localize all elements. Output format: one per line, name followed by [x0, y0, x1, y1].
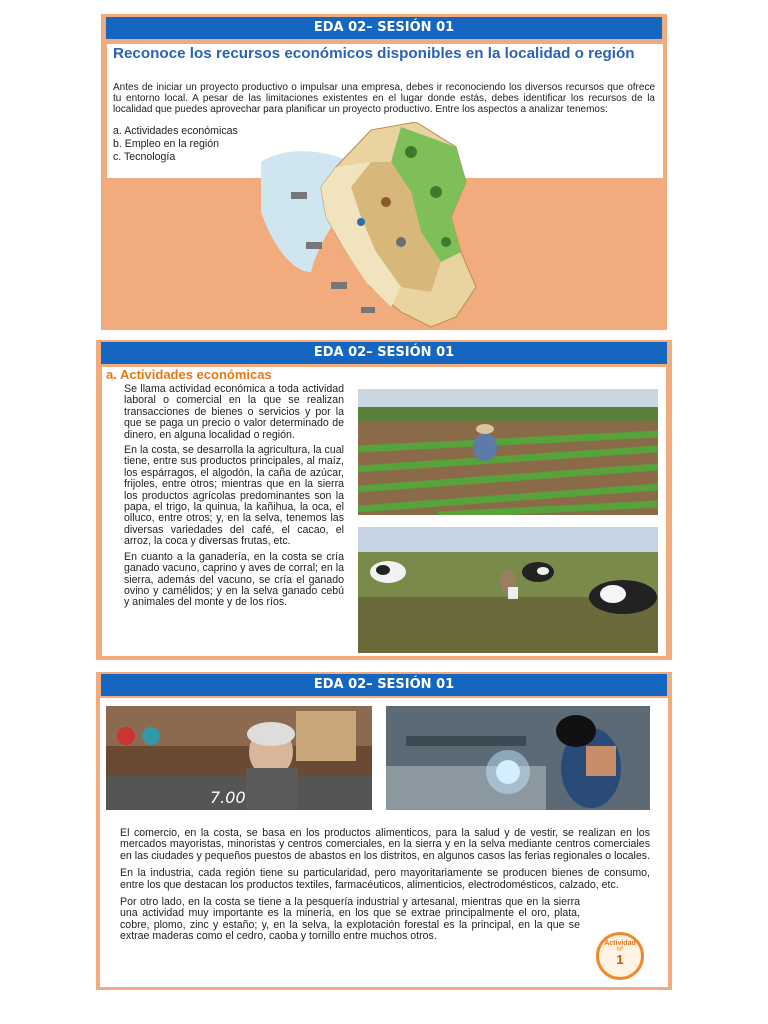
slide-3-header: EDA 02– SESIÓN 01: [101, 674, 667, 696]
activity-badge-number: 1: [616, 952, 624, 967]
slide-2-panel: [102, 367, 666, 656]
welder-photo: [386, 706, 650, 810]
paragraph: El comercio, en la costa, se basa en los productos alimenticos, para la salud y de vestir, se realizan en los mercados mayoristas, minoristas y centros comerciales, en la sierra y en la selva mediante centros comerciales en las ciudades y pequeños puestos de abastos en los distritos, en algunos casos las ferias regionales o locales.: [120, 827, 651, 862]
shopkeeper-photo: [106, 706, 372, 810]
paragraph: En cuanto a la ganadería, en la costa se cría ganado vacuno, caprino y aves de corral; en la sierra, además del vacuno, se cría el ganado ovino y camélidos; y en la selva ganado cebú y animales del monte y de los ríos.: [124, 550, 344, 609]
list-item: b. Empleo en la región: [113, 138, 220, 150]
slide-2-text: [124, 384, 344, 609]
shop-sign-label: 7.00: [210, 788, 246, 807]
paragraph: En la industria, cada región tiene su particularidad, pero mayoritariamente se producen bienes de consumo, entre los que destacan los productos textiles, farmacéuticos, alimenticios, electrodomésticos, calzado, etc.: [120, 867, 650, 891]
slide-3-text: [120, 828, 650, 943]
slide-2: [96, 340, 672, 660]
slide-1-title: Reconoce los recursos económicos disponibles en la localidad o región: [113, 45, 635, 62]
paragraph: En la costa, se desarrolla la agricultura, la cual tiene, entre sus productos principales, al maíz, los espárragos, el algodón, la caña de azúcar, frijoles, entre otros; mientras que en la sierra los productos agrícolas predominantes son la papa, el trigo, la quinua, la kañihua, la oca, el olluco, entre otros; y, en la selva, tenemos las diversas variedades del café, el cacao, el arroz, la coca y diversas frutas, etc.: [124, 444, 344, 548]
section-title: a. Actividades económicas: [106, 367, 272, 382]
list-item: c. Tecnología: [113, 151, 176, 163]
cows-pasture-photo: [358, 527, 658, 653]
peru-resources-map-icon: [251, 122, 491, 328]
slide-3-panel: [100, 698, 668, 987]
list-item: a. Actividades económicas: [113, 125, 238, 137]
paragraph: Se llama actividad económica a toda actividad laboral o comercial en la que se realizan transacciones de bienes o servicios y por la que se paga un precio o valor determinado de dinero, en alguna localidad o región.: [124, 383, 344, 441]
slide-1-intro: Antes de iniciar un proyecto productivo o impulsar una empresa, debes ir reconociendo los diversos recursos que ofrece tu entorno local. A pesar de las limitaciones existentes en el lugar donde estás, debes identificar los recursos de la localidad que puedes aprovechar para planificar un proyecto productivo. Entre los aspectos a analizar tenemos:: [113, 82, 655, 115]
farmer-field-photo: [358, 389, 658, 515]
slide-1-header: EDA 02– SESIÓN 01: [106, 17, 662, 39]
activity-badge-sub: Nº: [616, 947, 624, 953]
slide-3: [96, 672, 672, 990]
activity-badge-label: Actividad: [604, 940, 636, 947]
slide-1: [101, 14, 667, 330]
slide-2-header: EDA 02– SESIÓN 01: [101, 342, 667, 364]
paragraph: Por otro lado, en la costa se tiene a la pesquería industrial y artesanal, mientras que en la sierra una actividad muy importante es la minería, en los que se extrae principalmente el oro, plata, cobre, plomo, zinc y estaño; y, en la selva, la explotación forestal es la principal, en la que se extrae maderas como el cedro, caoba y tornillo entre muchos otros.: [120, 896, 580, 943]
activity-badge-icon: [596, 932, 644, 980]
